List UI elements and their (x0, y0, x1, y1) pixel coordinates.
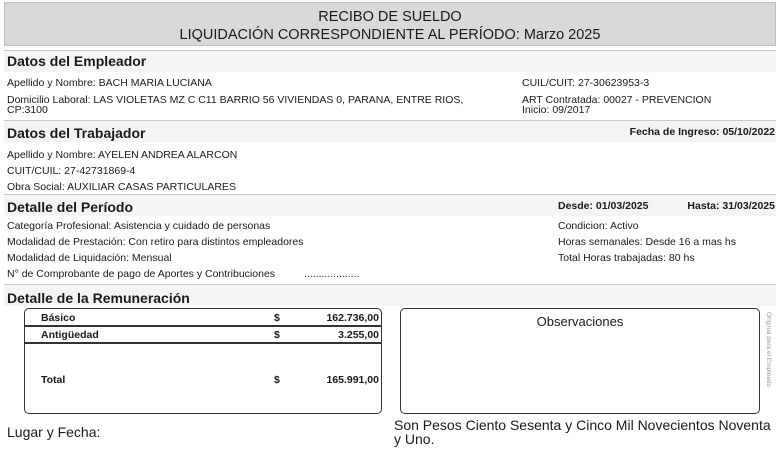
period-heading: Detalle del Período (7, 199, 134, 215)
observations-title: Observaciones (536, 314, 624, 329)
employer-art-start: Inicio: 09/2017 (522, 104, 591, 116)
worker-name: Apellido y Nombre: AYELEN ANDREA ALARCON (7, 149, 238, 161)
period-to: Hasta: 31/03/2025 (687, 200, 775, 212)
employer-address-line1: Domicilio Laboral: LAS VIOLETAS MZ C C11 BARRIO 56 VIVIENDAS 0, PARANA, ENTRE RIOS, (7, 94, 464, 106)
period-total-hours: Total Horas trabajadas: 80 hs (558, 252, 695, 264)
period-from: Desde: 01/03/2025 (558, 200, 649, 212)
row-label-total: Total (41, 374, 66, 386)
row-label-antiguedad: Antigüedad (41, 329, 99, 341)
remuneration-heading: Detalle de la Remuneración (7, 290, 190, 306)
period-weekly-hours: Horas semanales: Desde 16 a mas hs (558, 236, 737, 248)
row-amount-antiguedad: 3.255,00 (338, 329, 379, 341)
row-currency-antiguedad: $ (274, 329, 280, 341)
worker-heading: Datos del Trabajador (7, 125, 146, 141)
period-modality: Modalidad de Prestación: Con retiro para distintos empleadores (7, 236, 304, 248)
employer-art: ART Contratada: 00027 - PREVENCION (522, 94, 712, 106)
row-amount-total: 165.991,00 (326, 374, 379, 386)
row-currency-basico: $ (274, 312, 280, 324)
period-voucher: N° de Comprobante de pago de Aportes y Contribuciones (7, 268, 276, 280)
receipt-header (4, 2, 776, 46)
worker-hire-date: Fecha de Ingreso: 05/10/2022 (629, 126, 775, 138)
place-date-label: Lugar y Fecha: (7, 424, 101, 440)
receipt-title: RECIBO DE SUELDO (318, 9, 462, 25)
receipt-subtitle: LIQUIDACIÓN CORRESPONDIENTE AL PERÍODO: Marzo 2025 (179, 27, 601, 43)
remuneration-items-divider (25, 342, 381, 344)
employer-address-line2: CP:3100 (7, 104, 48, 116)
employer-name: Apellido y Nombre: BACH MARIA LUCIANA (7, 77, 212, 89)
original-note: Original para el Empleado (765, 312, 772, 388)
period-voucher-dots: ................... (304, 268, 360, 280)
employer-heading: Datos del Empleador (7, 53, 147, 69)
remuneration-row-divider (25, 325, 381, 327)
amount-words-line1: Son Pesos Ciento Sesenta y Cinco Mil Novecientos Noventa (394, 417, 771, 433)
period-liquidation: Modalidad de Liquidación: Mensual (7, 252, 172, 264)
period-condition: Condicion: Activo (558, 220, 639, 232)
row-amount-basico: 162.736,00 (326, 312, 379, 324)
employer-cuil: CUIL/CUIT: 27-30623953-3 (522, 77, 650, 89)
period-category: Categoría Profesional: Asistencia y cuidado de personas (7, 220, 271, 232)
row-label-basico: Básico (41, 312, 76, 324)
amount-words-line2: y Uno. (394, 431, 435, 447)
row-currency-total: $ (274, 374, 280, 386)
worker-cuil: CUIT/CUIL: 27-42731869-4 (7, 165, 136, 177)
worker-social: Obra Social: AUXILIAR CASAS PARTICULARES (7, 181, 236, 193)
